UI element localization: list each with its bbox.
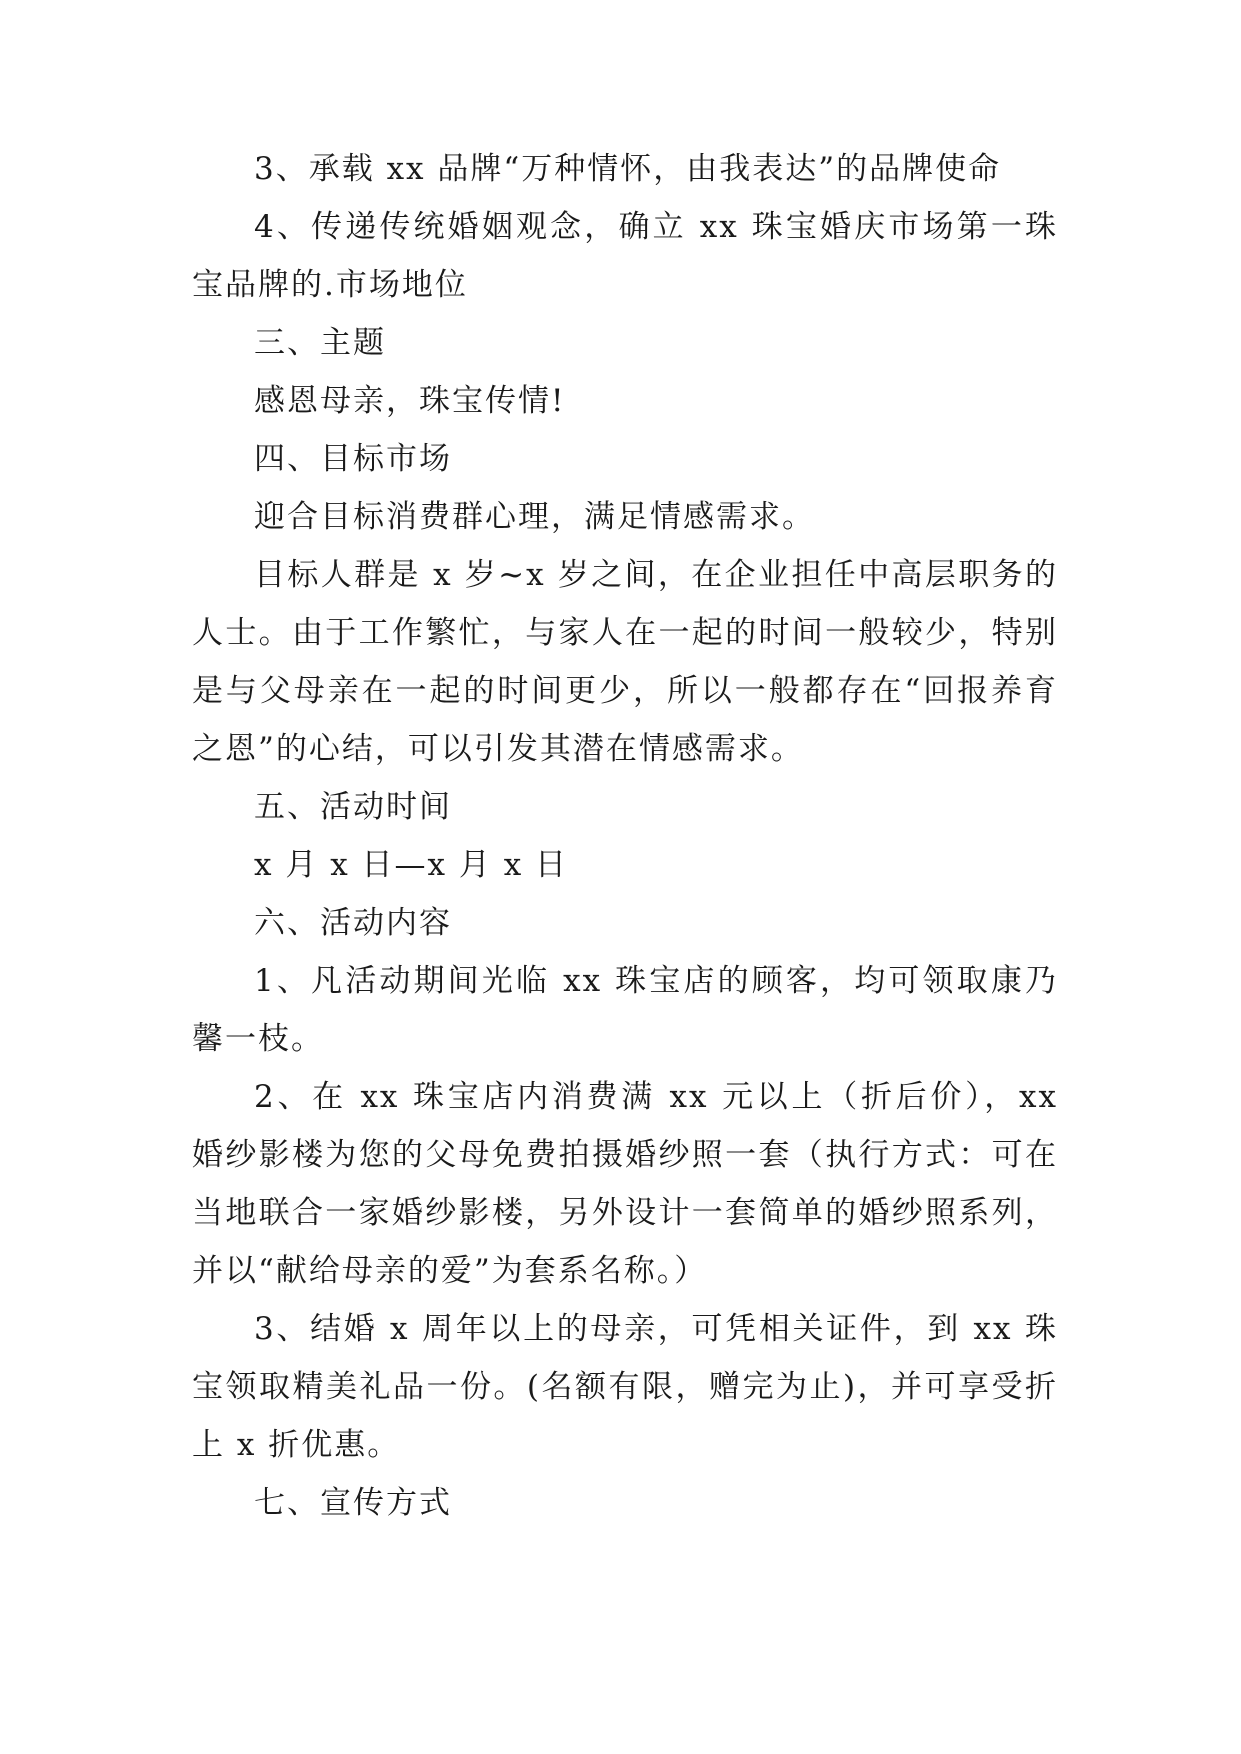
document-page	[192, 140, 1058, 1532]
paragraph-target-group: 目标人群是 x 岁~x 岁之间，在企业担任中高层职务的人士。由于工作繁忙，与家人在一起的时间一般较少，特别是与父母亲在一起的时间更少，所以一般都存在“回报养育之恩”的心结，可以引发其潜在情感需求。	[192, 557, 1058, 767]
section-heading-promotion: 七、宣传方式	[254, 1485, 452, 1521]
section-heading-theme: 三、主题	[254, 325, 386, 361]
section-heading-activity-time: 五、活动时间	[254, 789, 452, 825]
paragraph-activity-item-2: 2、在 xx 珠宝店内消费满 xx 元以上（折后价），xx 婚纱影楼为您的父母免费拍摄婚纱照一套（执行方式：可在当地联合一家婚纱影楼，另外设计一套简单的婚纱照系列，并以“献给母亲的爱”为套系名称。）	[192, 1079, 1058, 1289]
paragraph-activity-item-3: 3、结婚 x 周年以上的母亲，可凭相关证件，到 xx 珠宝领取精美礼品一份。(名额有限，赠完为止)，并可享受折上 x 折优惠。	[192, 1311, 1058, 1463]
paragraph-activity-dates: x 月 x 日—x 月 x 日	[254, 847, 569, 883]
paragraph-theme: 感恩母亲，珠宝传情!	[254, 383, 566, 419]
section-heading-target-market: 四、目标市场	[254, 441, 452, 477]
paragraph-brand-mission: 3、承载 xx 品牌“万种情怀，由我表达”的品牌使命	[254, 151, 1002, 187]
paragraph-market-position: 4、传递传统婚姻观念，确立 xx 珠宝婚庆市场第一珠宝品牌的.市场地位	[192, 209, 1058, 303]
paragraph-activity-item-1: 1、凡活动期间光临 xx 珠宝店的顾客，均可领取康乃馨一枝。	[192, 963, 1058, 1057]
paragraph-target-psychology: 迎合目标消费群心理，满足情感需求。	[254, 499, 815, 535]
section-heading-activity-content: 六、活动内容	[254, 905, 452, 941]
